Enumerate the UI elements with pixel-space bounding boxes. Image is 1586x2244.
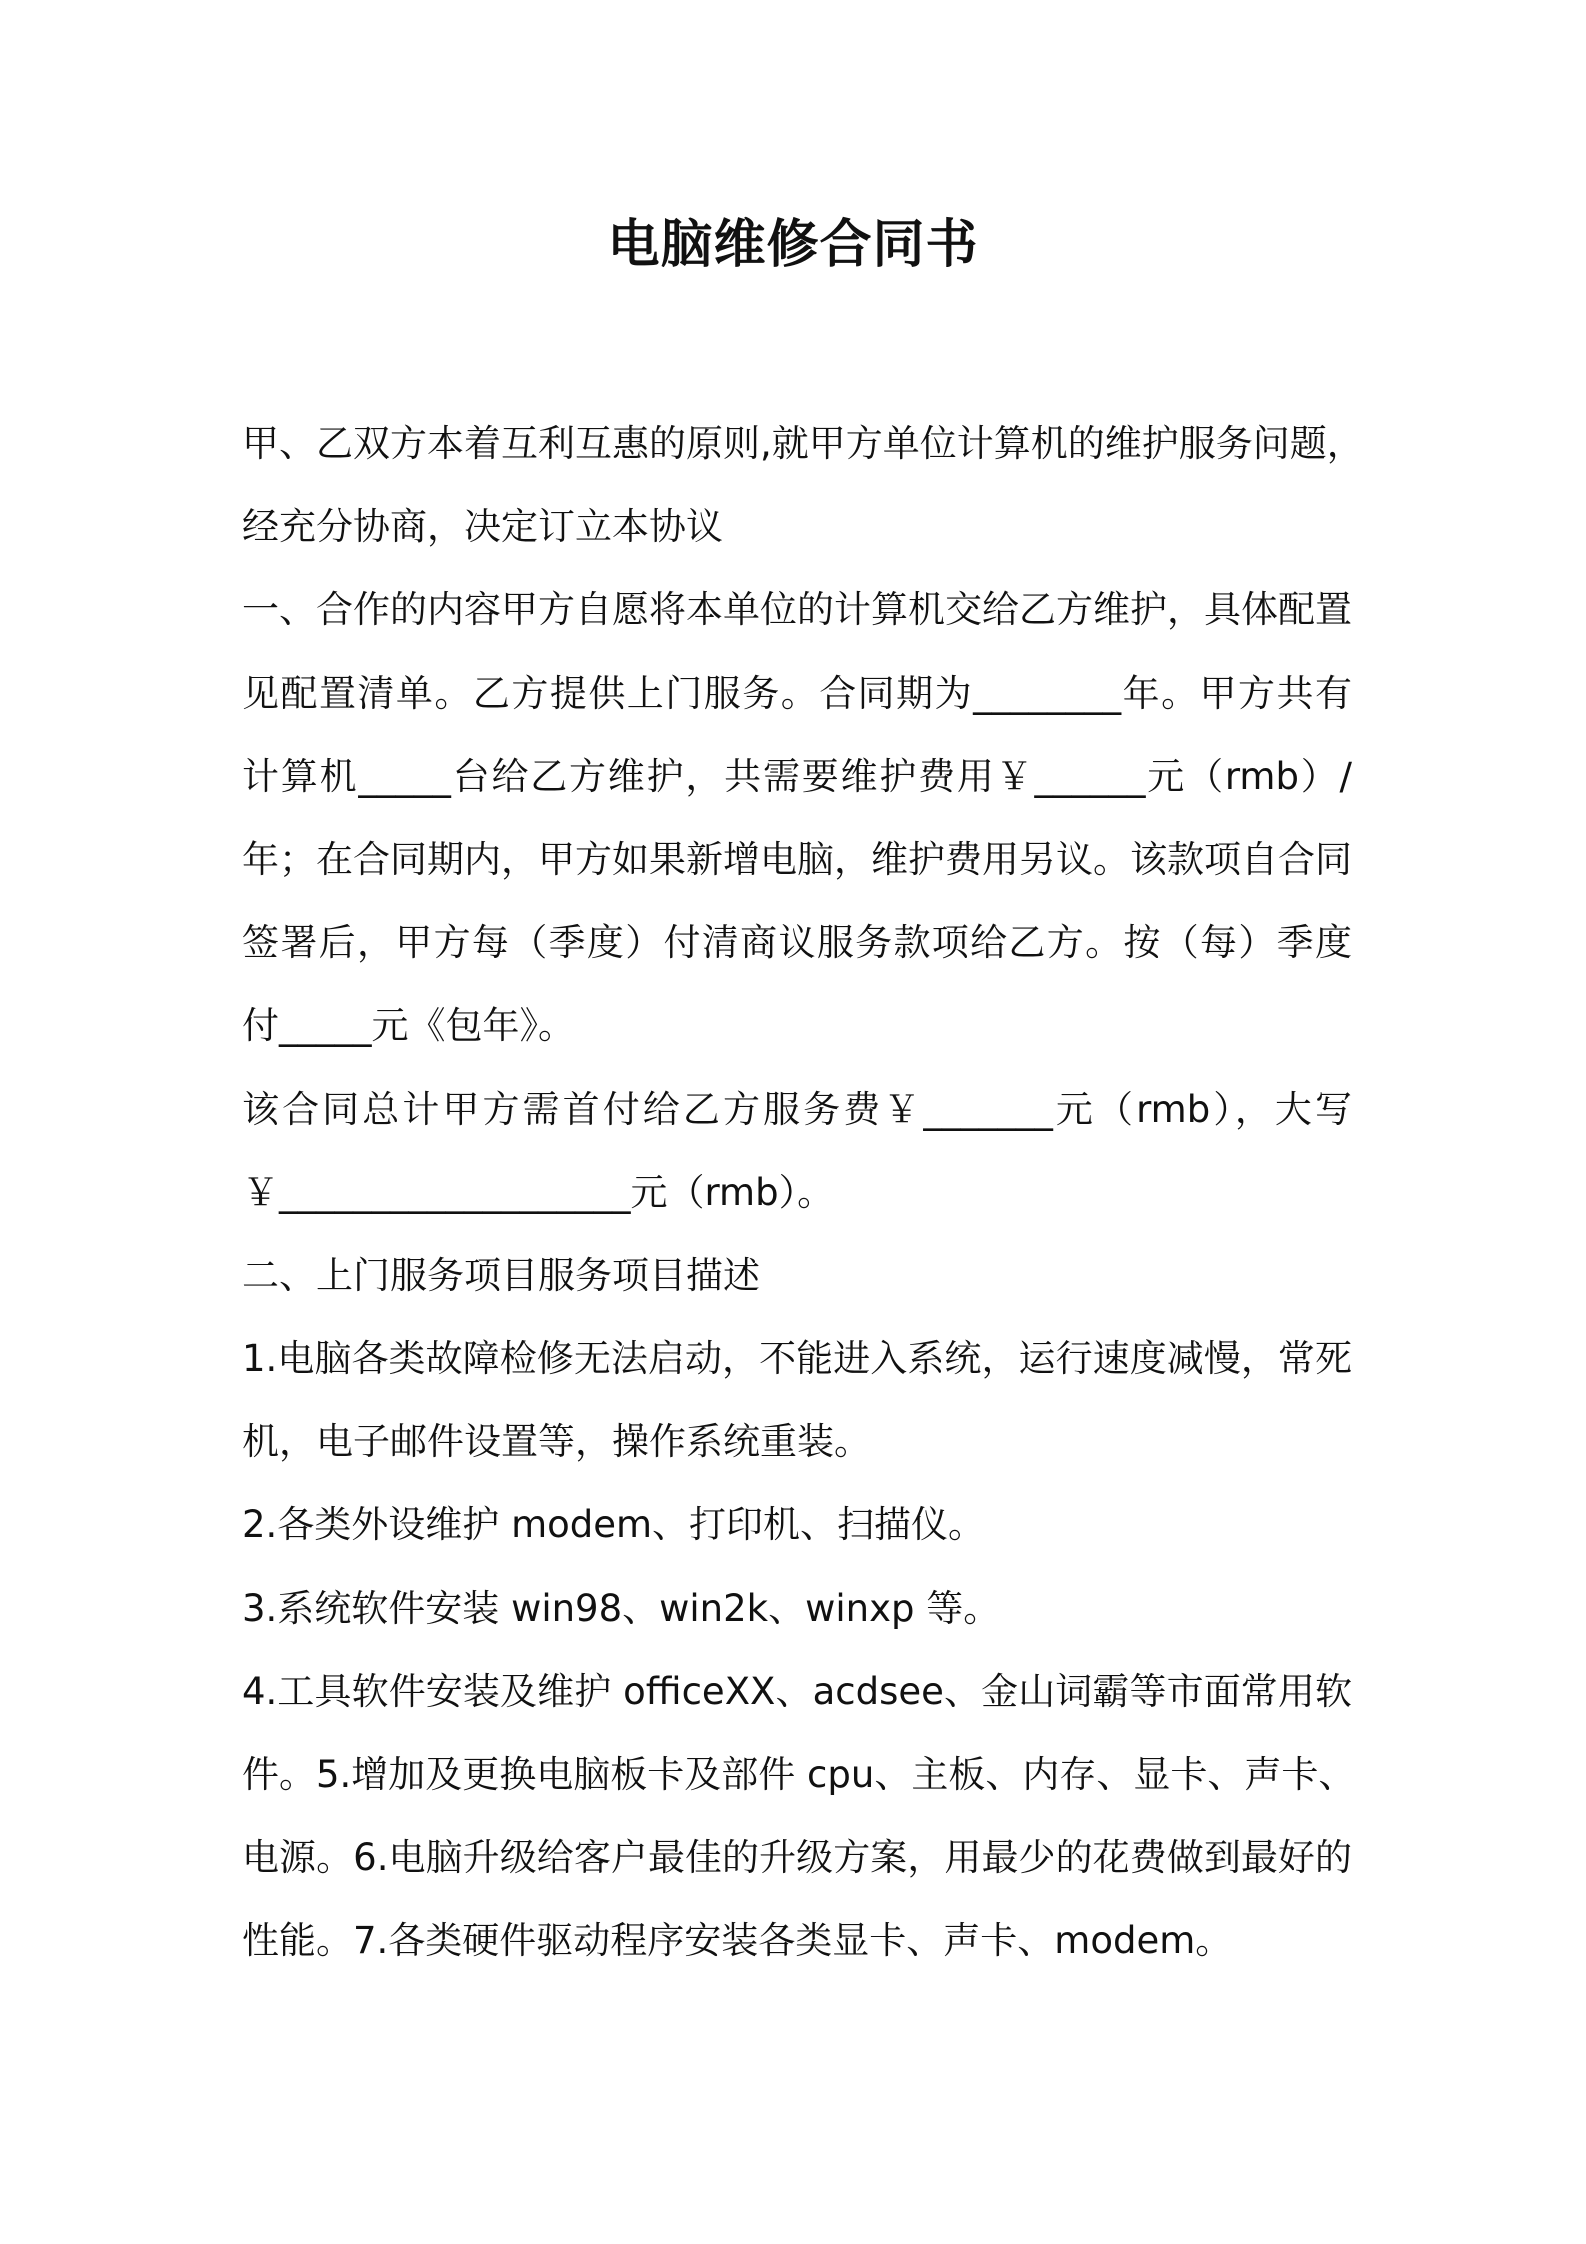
body-line: 计算机_____台给乙方维护，共需要维护费用￥______元（rmb）/ — [242, 754, 1352, 798]
body-line: 机，电子邮件设置等，操作系统重装。 — [242, 1420, 871, 1464]
body-line: 1.电脑各类故障检修无法启动，不能进入系统，运行速度减慢，常死 — [242, 1337, 1352, 1381]
body-line: 付_____元《包年》。 — [242, 1004, 575, 1048]
body-line: 见配置清单。乙方提供上门服务。合同期为________年。甲方共有 — [242, 671, 1352, 715]
body-line: 电源。6.电脑升级给客户最佳的升级方案，用最少的花费做到最好的 — [242, 1836, 1352, 1880]
body-line: 3.系统软件安装 win98、win2k、winxp 等。 — [242, 1586, 1001, 1630]
body-line: 甲、乙双方本着互利互惠的原则,就甲方单位计算机的维护服务问题， — [242, 422, 1364, 465]
section-heading: 二、上门服务项目服务项目描述 — [242, 1253, 760, 1297]
body-line: 一、合作的内容甲方自愿将本单位的计算机交给乙方维护，具体配置 — [242, 588, 1352, 632]
document-title: 电脑维修合同书 — [607, 215, 979, 275]
body-line: ￥___________________元（rmb）。 — [242, 1170, 835, 1214]
body-line: 年；在合同期内，甲方如果新增电脑，维护费用另议。该款项自合同 — [242, 837, 1352, 881]
body-line: 性能。7.各类硬件驱动程序安装各类显卡、声卡、modem。 — [242, 1919, 1233, 1963]
document-body — [242, 402, 1364, 1983]
body-line: 2.各类外设维护 modem、打印机、扫描仪。 — [242, 1503, 986, 1547]
body-line: 该合同总计甲方需首付给乙方服务费￥_______元（rmb），大写 — [242, 1087, 1352, 1131]
body-line: 件。5.增加及更换电脑板卡及部件 cpu、主板、内存、显卡、声卡、 — [242, 1753, 1356, 1796]
body-line: 经充分协商，决定订立本协议 — [242, 505, 723, 549]
body-line: 签署后，甲方每（季度）付清商议服务款项给乙方。按（每）季度 — [242, 921, 1352, 965]
body-line: 4.工具软件安装及维护 officeXX、acdsee、金山词霸等市面常用软 — [242, 1669, 1352, 1713]
